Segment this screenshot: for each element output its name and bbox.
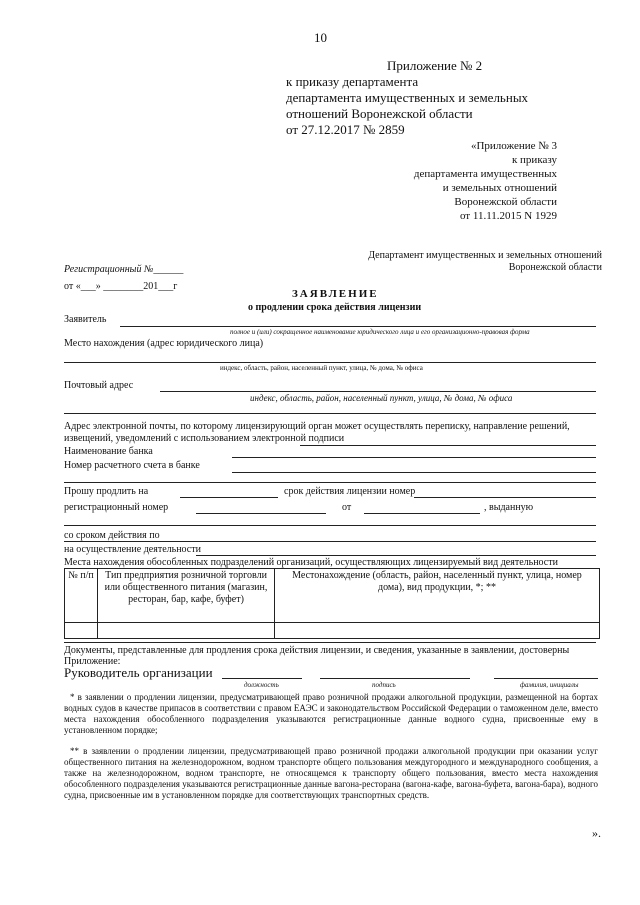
license-number-field[interactable]: [414, 497, 596, 498]
appendix3-line1: к приказу: [511, 154, 557, 166]
account-field[interactable]: [232, 472, 596, 473]
location-label: Место нахождения (адрес юридического лица): [64, 338, 264, 349]
applicant-label: Заявитель: [64, 314, 107, 325]
email-field[interactable]: [300, 445, 596, 446]
email-label-1: Адрес электронной почты, по которому лицензирующий орган может осуществлять переписку, направление решений,: [64, 421, 570, 432]
addressee-line2: Воронежской области: [508, 262, 602, 273]
account-label: Номер расчетного счета в банке: [64, 460, 200, 471]
postal-field[interactable]: [160, 391, 596, 392]
closing-quote: ».: [592, 826, 601, 840]
table-header-type: Тип предприятия розничной торговли или общественного питания (магазин, ресторан, бар, кафе, буфет): [98, 569, 275, 623]
table-cell[interactable]: [65, 623, 98, 639]
name-field[interactable]: [494, 678, 598, 679]
name-caption: фамилия, инициалы: [520, 681, 579, 689]
from-date-field[interactable]: [364, 513, 480, 514]
appendix2-title: Приложение № 2: [387, 58, 483, 73]
postal-field-2[interactable]: [64, 413, 596, 414]
position-caption: должность: [244, 681, 279, 689]
from-label: от: [342, 502, 352, 513]
separator-line-2: [64, 642, 596, 643]
postal-label: Почтовый адрес: [64, 380, 134, 391]
appendix3-line4: Воронежской области: [454, 196, 557, 208]
footnote-1: * в заявлении о продлении лицензии, предусматривающей право розничной продажи алкогольной продукции, размещенной на бортах водных судов в качестве припасов в соответствии с правом ЕАЭС и законодательством Российской Федерации о таможенном деле, вместо места нахождения обособленного подразделения указываются регистрационные данные водного судна, присвоенные ему в установленном порядке;: [64, 692, 598, 735]
appendix3-block: [414, 139, 557, 223]
appendix3-line3: и земельных отношений: [442, 182, 557, 194]
appendix3-line2: департамента имущественных: [413, 168, 557, 180]
table-cell[interactable]: [98, 623, 275, 639]
statement-title: ЗАЯВЛЕНИЕ: [292, 288, 379, 300]
reg-number-field[interactable]: [196, 513, 326, 514]
validity-label: со сроком действия по: [64, 530, 160, 541]
footnote-2: ** в заявлении о продлении лицензии, предусматривающей право розничной продажи алкогольной продукции при оказании услуг общественного питания на железнодорожном, водном транспорте общего пользования междугородного и международного сообщения, а также на железнодорожном, водном транспорте, не относящемся к транспорту общего пользования, вместо места нахождения обособленного подразделения указываются регистрационные данные вагона-ресторана (вагона-кафе, вагона-буфета, вагона-бара), водного судна, присвоенные им в установленном порядке для соответствующих транспортных средств.: [64, 746, 598, 800]
docs-statement: Документы, представленные для продления срока действия лицензии, и сведения, указанные в заявлении, достоверны: [64, 645, 570, 656]
table-cell[interactable]: [275, 623, 600, 639]
attachment-label: Приложение:: [64, 656, 121, 667]
bank-field[interactable]: [232, 457, 596, 458]
postal-hint: индекс, область, район, населенный пункт, улица, № дома, № офиса: [250, 393, 513, 403]
signature-caption: подпись: [372, 681, 396, 689]
table-header-location: Местонахождение (область, район, населенный пункт, улица, номер дома), вид продукции, *; **: [275, 569, 600, 623]
applicant-hint: полное и (или) сокращенное наименование юридического лица и его организационно-правовая форма: [230, 328, 530, 336]
applicant-field[interactable]: [120, 326, 596, 327]
appendix3-title: «Приложение № 3: [470, 140, 557, 152]
reg-number-label: регистрационный номер: [64, 502, 169, 513]
addressee-line1: Департамент имущественных и земельных отношений: [368, 250, 602, 261]
appendix2-line1: к приказу департамента: [286, 74, 419, 89]
separator-line: [64, 482, 596, 483]
appendix3-line5: от 11.11.2015 N 1929: [459, 210, 557, 222]
page-number: 10: [314, 30, 327, 45]
license-term-label: срок действия лицензии номер: [284, 486, 416, 497]
position-field[interactable]: [222, 678, 302, 679]
branches-table: [64, 568, 600, 639]
location-field[interactable]: [64, 362, 596, 363]
addressee-block: [368, 250, 602, 274]
registration-date: от «___» ________201___г: [64, 281, 178, 292]
registration-number: Регистрационный №______: [64, 264, 184, 275]
extend-period-field[interactable]: [180, 497, 278, 498]
extend-label: Прошу продлить на: [64, 486, 149, 497]
appendix2-line4: от 27.12.2017 № 2859: [286, 122, 405, 137]
bank-label: Наименование банка: [64, 446, 153, 457]
head-of-organization: Руководитель организации: [64, 665, 213, 680]
appendix2-line2: департамента имущественных и земельных: [286, 90, 529, 105]
location-hint: индекс, область, район, населенный пункт, улица, № дома, № офиса: [220, 364, 423, 372]
signature-field[interactable]: [320, 678, 470, 679]
branches-label: Места нахождения обособленных подразделений организаций, осуществляющих лицензируемый вид деятельности: [64, 557, 558, 568]
appendix2-line3: отношений Воронежской области: [286, 106, 473, 121]
table-header-number: № п/п: [65, 569, 98, 623]
issuer-field[interactable]: [64, 525, 596, 526]
validity-field[interactable]: [64, 541, 596, 542]
issued-label: , выданную: [484, 502, 534, 513]
email-label-2: извещений, уведомлений с использованием электронной подписи: [64, 433, 345, 444]
activity-label: на осуществление деятельности: [64, 544, 201, 555]
activity-field[interactable]: [196, 555, 596, 556]
statement-subtitle: о продлении срока действия лицензии: [248, 302, 422, 313]
